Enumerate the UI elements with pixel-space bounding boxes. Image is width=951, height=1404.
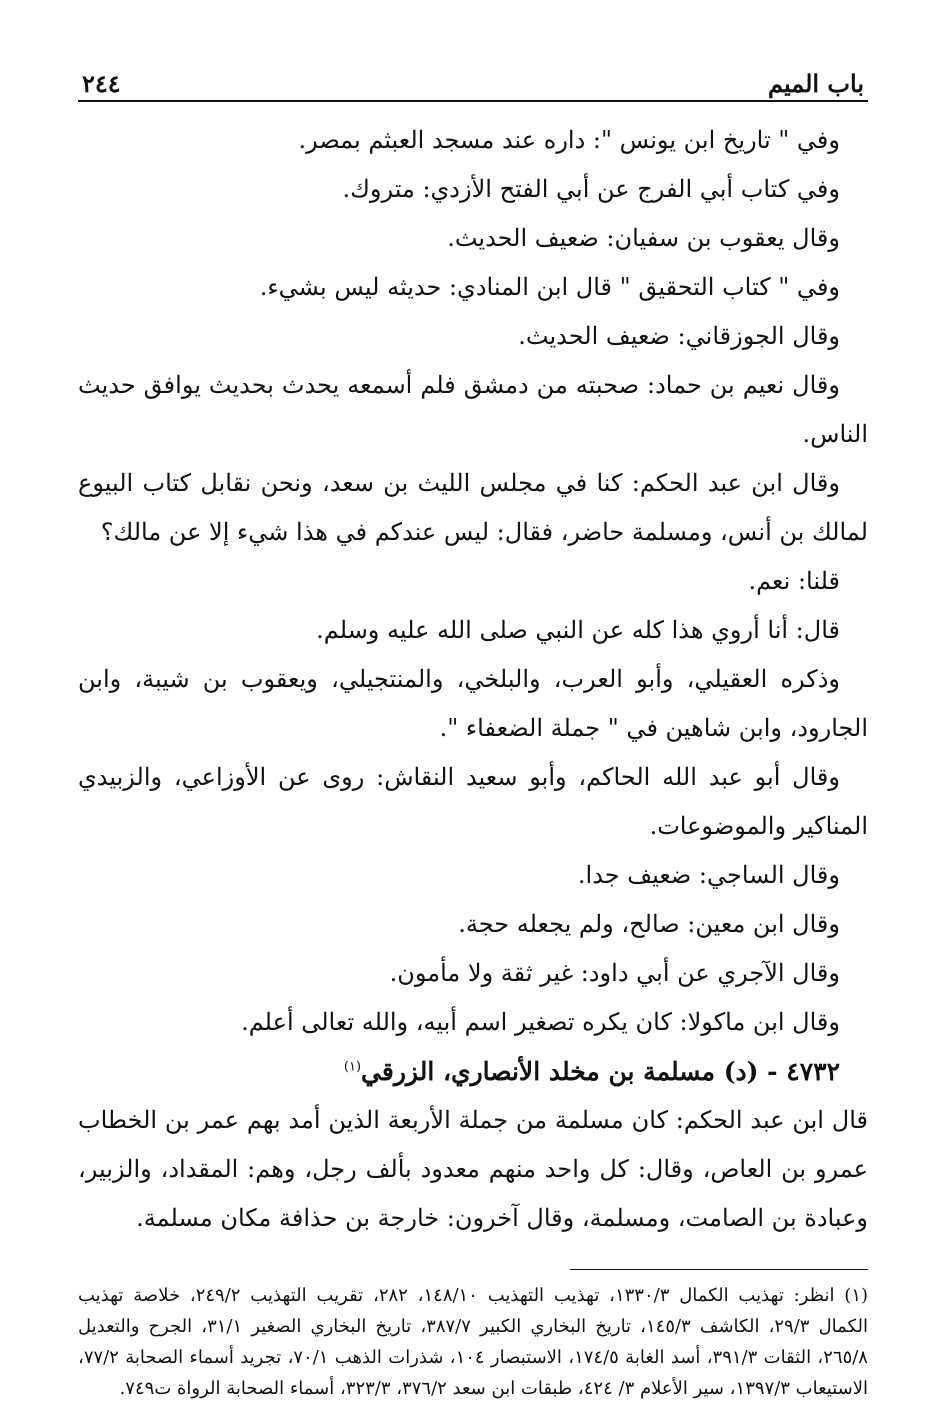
paragraph: وقال ابن معين: صالح، ولم يجعله حجة.: [458, 910, 840, 938]
footnotes: [78, 1280, 868, 1404]
paragraph: وقال نعيم بن حماد: صحبته من دمشق فلم أسمعه يحدث بحديث يوافق حديث الناس.: [78, 371, 868, 448]
paragraph: وقال ابن ماكولا: كان يكره تصغير اسم أبيه، والله تعالى أعلم.: [241, 1008, 840, 1036]
paragraph: وفي " تاريخ ابن يونس ": داره عند مسجد العبثم بمصر.: [298, 126, 840, 154]
paragraph: وفي " كتاب التحقيق " قال ابن المنادي: حديثه ليس بشيء.: [259, 273, 840, 301]
paragraph: قلنا: نعم.: [748, 567, 840, 595]
paragraph: وقال الساجي: ضعيف جدا.: [577, 861, 840, 889]
paragraph: وقال الآجري عن أبي داود: غير ثقة ولا مأمون.: [389, 959, 840, 987]
footnote: (١) انظر: تهذيب الكمال ١٣٣٠/٣، تهذيب التهذيب ١٤٨/١٠، ٢٨٢، تقريب التهذيب ٢٤٩/٢، خلاصة تهذيب الكمال ٢٩/٣، الكاشف ١٤٥/٣، تاريخ البخاري الكبير ٣٨٧/٧، تاريخ البخاري الصغير ٣١/١، الجرح والتعديل ٢٦٥/٨، الثقات ٣٩١/٣، أسد الغابة ١٧٤/٥، الاستبصار ١٠٤، شذرات الذهب ٧٠/١، تجريد أسماء الصحابة ٧٧/٢، الاستيعاب ١٣٩٧/٣، سير الأعلام ٣/ ٤٢٤، طبقات ابن سعد ٣٧٦/٢، ٣٢٣/٣، أسماء الصحابة الرواة ت٧٤٩.: [78, 1285, 869, 1399]
book-page: [78, 58, 868, 1404]
page-number: ٢٤٤: [82, 69, 121, 98]
entry-heading-text: ٤٧٣٢ - (د) مسلمة بن مخلد الأنصاري، الزرقي: [361, 1057, 840, 1086]
section-title: باب الميم: [767, 69, 864, 98]
footnote-reference[interactable]: (١): [343, 1059, 362, 1075]
paragraph: وقال الجوزقاني: ضعيف الحديث.: [518, 322, 840, 350]
footnote-divider: [570, 1269, 868, 1270]
running-header: [78, 58, 868, 102]
paragraph: وقال يعقوب بن سفيان: ضعيف الحديث.: [447, 224, 840, 252]
paragraph: وقال ابن عبد الحكم: كنا في مجلس الليث بن سعد، ونحن نقابل كتاب البيوع لمالك بن أنس، ومسلمة حاضر، فقال: ليس عندكم في هذا شيء إلا عن مالك؟: [78, 469, 868, 546]
paragraph: قال: أنا أروي هذا كله عن النبي صلى الله عليه وسلم.: [316, 616, 840, 644]
paragraph: وذكره العقيلي، وأبو العرب، والبلخي، والمنتجيلي، ويعقوب بن شيبة، وابن الجارود، وابن شاهين في " جملة الضعفاء ".: [78, 665, 868, 742]
main-text: [78, 116, 868, 1243]
paragraph: وقال أبو عبد الله الحاكم، وأبو سعيد النقاش: روى عن الأوزاعي، والزبيدي المناكير والموضوعات.: [78, 763, 868, 840]
entry-text: قال ابن عبد الحكم: كان مسلمة من جملة الأربعة الذين أمد بهم عمر بن الخطاب عمرو بن العاص، وقال: كل واحد منهم معدود بألف رجل، وهم: المقداد، والزبير، وعبادة بن الصامت، ومسلمة، وقال آخرون: خارجة بن حذافة مكان مسلمة.: [78, 1106, 868, 1232]
entry-heading: [78, 1047, 868, 1096]
paragraph: وفي كتاب أبي الفرج عن أبي الفتح الأزدي: متروك.: [342, 175, 840, 203]
